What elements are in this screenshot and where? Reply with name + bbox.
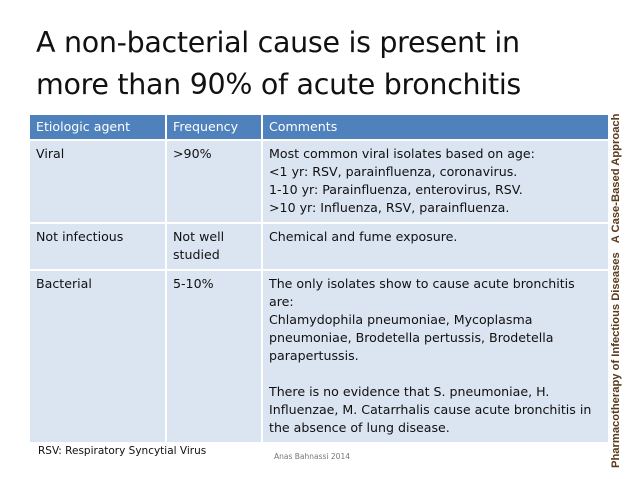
slide-title: A non-bacterial cause is present in more than 90% of acute bronchitis [36,26,521,101]
cell-frequency: >90% [167,141,263,222]
side-caption [606,48,626,468]
frequency-line: studied [173,247,220,262]
comment-line: The only isolates show to cause acute bronchitis [269,276,575,291]
cell-frequency: 5-10% [167,271,263,442]
etiology-table [30,113,608,444]
footnote: RSV: Respiratory Syncytial Virus [38,445,207,457]
book-subtitle: A Case-Based Approach [610,113,622,244]
frequency-line: Not well [173,229,225,244]
comment-line: Chlamydophila pneumoniae, Mycoplasma [269,312,533,327]
table-row-viral [30,141,608,222]
comment-line: parapertussis. [269,348,359,363]
comment-blank-line [269,365,602,383]
header-etiologic-agent: Etiologic agent [30,115,167,139]
header-frequency: Frequency [167,115,263,139]
comment-line: >10 yr: Influenza, RSV, parainfluenza. [269,200,510,215]
comment-line: are: [269,294,294,309]
cell-agent: Bacterial [30,271,167,442]
table-row-not-infectious [30,224,608,269]
comment-line: Chemical and fume exposure. [269,229,458,244]
header-comments: Comments [263,115,608,139]
book-title: Pharmacotherapy of Infectious Diseases [610,252,622,468]
cell-agent: Viral [30,141,167,222]
cell-frequency [167,224,263,269]
cell-comments [263,141,608,222]
cell-agent: Not infectious [30,224,167,269]
author-credit: Anas Bahnassi 2014 [274,452,350,461]
table-header-row [30,115,608,139]
comment-line: 1-10 yr: Parainfluenza, enterovirus, RSV. [269,182,523,197]
cell-comments [263,271,608,442]
comment-line: the absence of lung disease. [269,420,450,435]
cell-comments [263,224,608,269]
table-row-bacterial [30,271,608,442]
comment-line: pneumoniae, Brodetella pertussis, Brodetella [269,330,554,345]
comment-line: Most common viral isolates based on age: [269,146,535,161]
comment-line: There is no evidence that S. pneumoniae, H. [269,384,550,399]
comment-line: Influenzae, M. Catarrhalis cause acute bronchitis in [269,402,592,417]
comment-line: <1 yr: RSV, parainfluenza, coronavirus. [269,164,518,179]
